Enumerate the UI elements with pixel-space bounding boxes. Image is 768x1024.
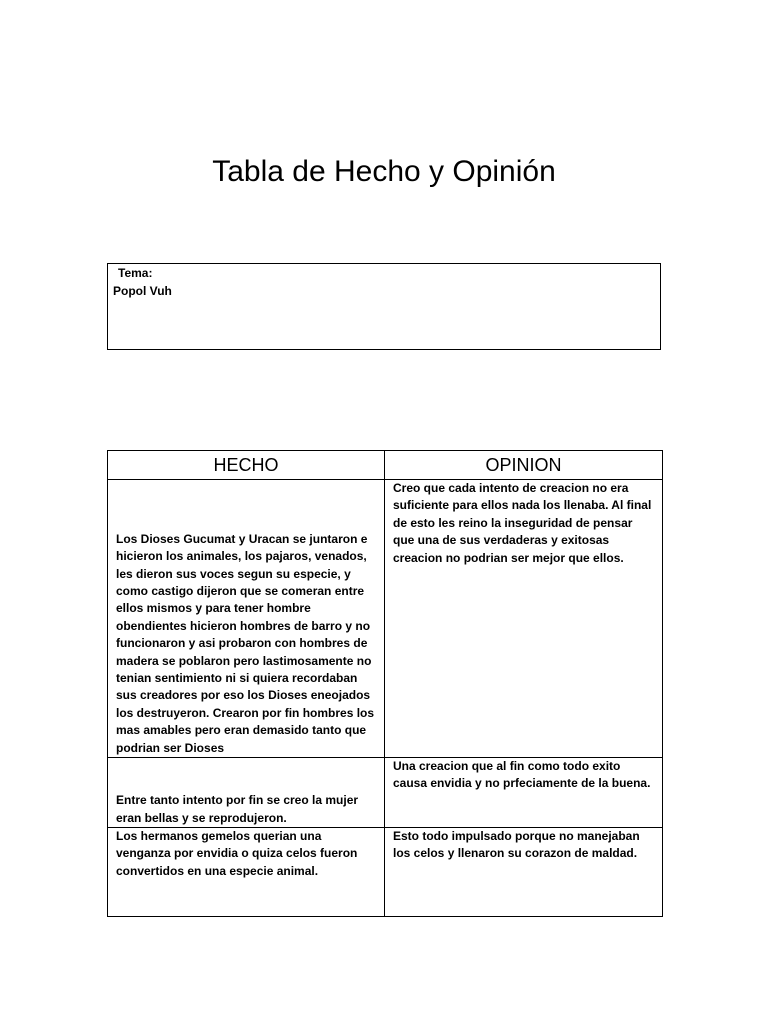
fact-opinion-table <box>107 450 663 917</box>
page-title: Tabla de Hecho y Opinión <box>212 155 556 188</box>
header-hecho: HECHO <box>108 451 385 480</box>
header-opinion: OPINION <box>385 451 663 480</box>
table-row <box>108 828 663 917</box>
opinion-cell: Creo que cada intento de creacion no era suficiente para ellos nada los llenaba. Al final de esto les reino la inseguridad de pensar que una de sus verdaderas y exitosas creacion no podrian ser mejor que ellos. <box>385 480 663 758</box>
table-row <box>108 480 663 758</box>
table-header-row <box>108 451 663 480</box>
opinion-cell: Esto todo impulsado porque no manejaban los celos y llenaron su corazon de maldad. <box>385 828 663 917</box>
topic-label: Tema: <box>118 266 153 280</box>
topic-value: Popol Vuh <box>113 284 172 298</box>
table-row <box>108 758 663 828</box>
hecho-cell: Los Dioses Gucumat y Uracan se juntaron e hicieron los animales, los pajaros, venados, les dieron sus voces segun su especie, y como castigo dijeron que se comeran entre ellos mismos y para tener hombre obendientes hicieron hombres de barro y no funcionaron y asi probaron con hombres de madera se poblaron pero lastimosamente no tenian sentimiento ni si quiera recordaban sus creadores por eso los Dioses eneojados los destruyeron. Crearon por fin hombres los mas amables pero eran demasido tanto que podrian ser Dioses <box>108 480 385 758</box>
hecho-cell: Entre tanto intento por fin se creo la mujer eran bellas y se reprodujeron. <box>108 758 385 828</box>
topic-box <box>107 263 661 350</box>
hecho-cell: Los hermanos gemelos querian una venganza por envidia o quiza celos fueron convertidos en una especie animal. <box>108 828 385 917</box>
opinion-cell: Una creacion que al fin como todo exito causa envidia y no prfeciamente de la buena. <box>385 758 663 828</box>
